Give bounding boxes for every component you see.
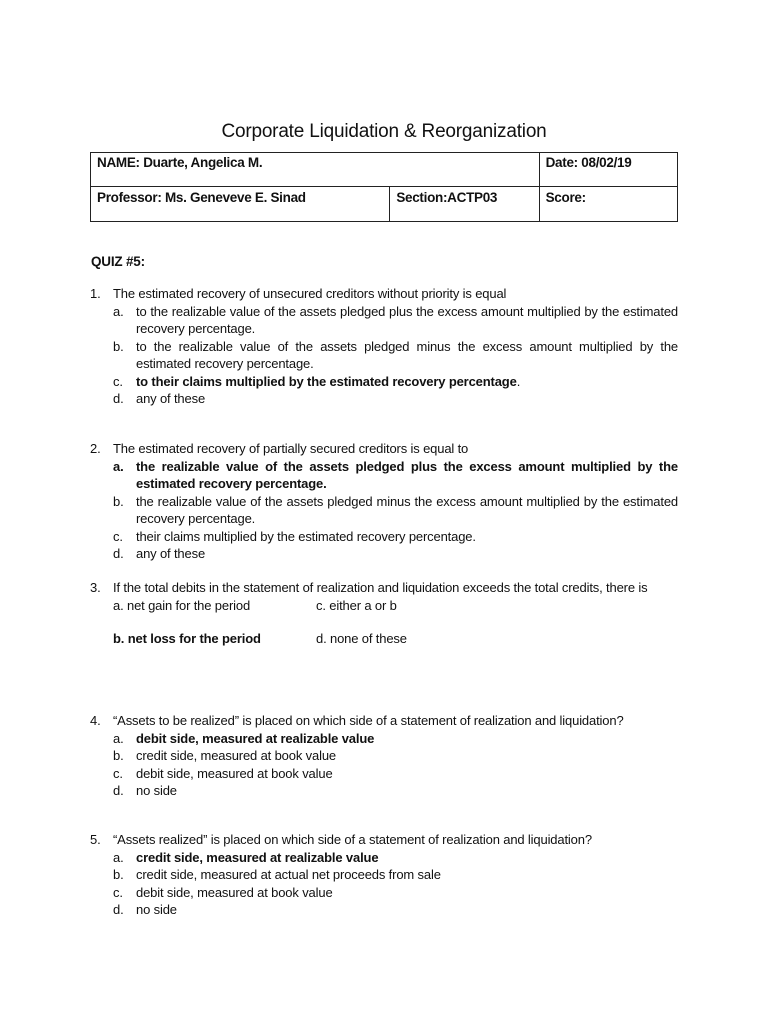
date-cell: Date: 08/02/19 xyxy=(539,153,677,187)
name-cell: NAME: Duarte, Angelica M. xyxy=(91,153,540,187)
option-b: b. the realizable value of the assets pledged minus the excess amount multiplied by the estimated recovery percentage. xyxy=(113,493,678,526)
option-d: d. none of these xyxy=(316,631,407,646)
student-info-table xyxy=(90,152,678,222)
option-c: c. debit side, measured at book value xyxy=(113,884,333,900)
option-b: b. credit side, measured at book value xyxy=(113,748,336,763)
option-c: c. either a or b xyxy=(316,597,397,613)
question-stem: If the total debits in the statement of realization and liquidation exceeds the total credits, there is xyxy=(113,580,648,595)
option-d: d. any of these xyxy=(113,546,206,561)
question-3 xyxy=(90,579,678,648)
section-cell: Section:ACTP03 xyxy=(390,187,539,222)
option-a-answer: a. credit side, measured at realizable value xyxy=(113,849,379,865)
option-b: b. credit side, measured at actual net proceeds from sale xyxy=(113,867,441,882)
option-a: a. net gain for the period xyxy=(113,597,251,613)
option-d: d. no side xyxy=(113,902,177,917)
question-2 xyxy=(90,440,678,563)
question-stem: “Assets to be realized” is placed on which side of a statement of realization and liquidation? xyxy=(113,713,624,728)
options-row-2 xyxy=(90,630,678,648)
options-row-1 xyxy=(90,597,678,615)
option-b: b. to the realizable value of the assets pledged minus the excess amount multiplied by the estimated recovery percentage. xyxy=(113,338,678,371)
option-c-answer: c. to their claims multiplied by the estimated recovery percentage. xyxy=(113,373,521,389)
question-4 xyxy=(90,712,678,800)
score-cell: Score: xyxy=(539,187,677,222)
option-b-answer: b. net loss for the period xyxy=(113,631,261,646)
question-number: 3. xyxy=(90,580,101,595)
option-c: c. debit side, measured at book value xyxy=(113,765,333,781)
option-a-answer: a. debit side, measured at realizable value xyxy=(113,730,375,746)
question-number: 4. xyxy=(90,713,101,728)
option-d: d. any of these xyxy=(113,391,206,406)
document-title: Corporate Liquidation & Reorganization xyxy=(221,121,547,142)
option-c: c. their claims multiplied by the estimated recovery percentage. xyxy=(113,528,476,544)
option-a-answer: a. the realizable value of the assets pledged plus the excess amount multiplied by the estimated recovery percentage. xyxy=(113,458,678,491)
question-stem: The estimated recovery of partially secured creditors is equal to xyxy=(113,441,469,456)
question-5 xyxy=(90,831,678,919)
question-number: 1. xyxy=(90,286,101,301)
option-d: d. no side xyxy=(113,783,177,798)
question-stem: “Assets realized” is placed on which side of a statement of realization and liquidation? xyxy=(113,832,592,847)
question-number: 5. xyxy=(90,832,101,847)
option-a: a. to the realizable value of the assets pledged plus the excess amount multiplied by the estimated recovery percentage. xyxy=(113,303,678,336)
question-number: 2. xyxy=(90,441,101,456)
question-1 xyxy=(90,285,678,408)
professor-cell: Professor: Ms. Geneveve E. Sinad xyxy=(91,187,390,222)
question-stem: The estimated recovery of unsecured creditors without priority is equal xyxy=(113,286,507,301)
quiz-label: QUIZ #5: xyxy=(91,254,145,269)
